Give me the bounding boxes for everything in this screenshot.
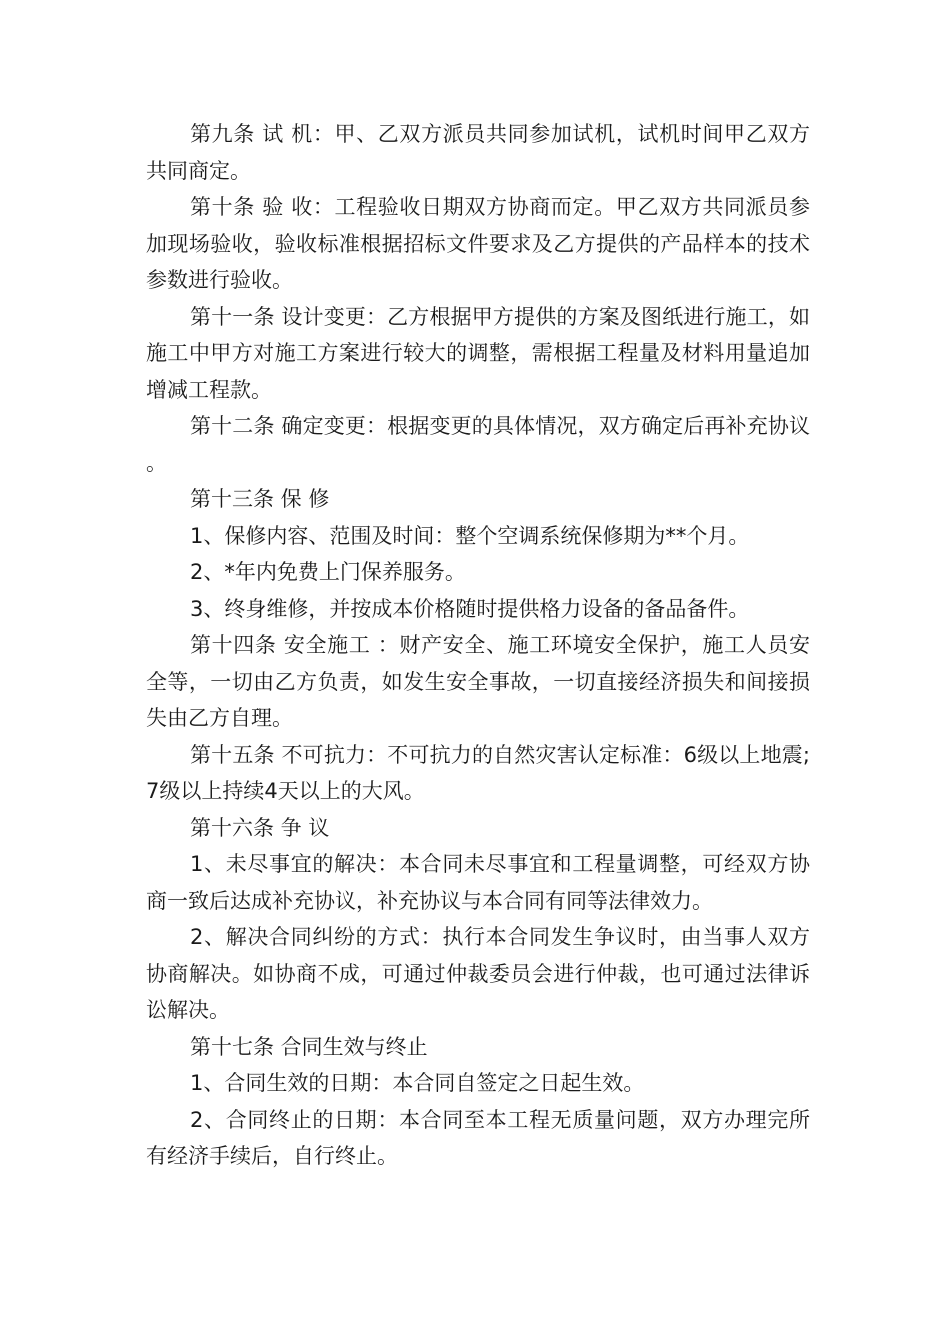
clause-10-acceptance: 第十条 验 收：工程验收日期双方协商而定。甲乙双方共同派员参加现场验收，验收标准根据招标文件要求及乙方提供的产品样本的技术参数进行验收。 <box>146 195 810 292</box>
effect-item-2: 2、合同终止的日期：本合同至本工程无质量问题，双方办理完所有经济手续后，自行终止。 <box>146 1107 810 1168</box>
document-body <box>146 116 810 1175</box>
clause-16-dispute-heading: 第十六条 争 议 <box>190 815 330 840</box>
warranty-item-3: 3、终身维修，并按成本价格随时提供格力设备的备品备件。 <box>190 596 750 621</box>
clause-15-force-majeure: 第十五条 不可抗力：不可抗力的自然灾害认定标准：6级以上地震;7级以上持续4天以上的大风。 <box>146 742 810 803</box>
clause-13-warranty-heading: 第十三条 保 修 <box>190 487 330 511</box>
dispute-item-2: 2、解决合同纠纷的方式：执行本合同发生争议时，由当事人双方协商解决。如协商不成，可通过仲裁委员会进行仲裁，也可通过法律诉讼解决。 <box>146 925 810 1022</box>
warranty-item-1: 1、保修内容、范围及时间：整个空调系统保修期为**个月。 <box>190 523 750 548</box>
clause-9-trial-run: 第九条 试 机：甲、乙双方派员共同参加试机，试机时间甲乙双方共同商定。 <box>146 122 810 183</box>
clause-11-design-change: 第十一条 设计变更：乙方根据甲方提供的方案及图纸进行施工，如施工中甲方对施工方案进行较大的调整，需根据工程量及材料用量追加增减工程款。 <box>146 304 810 402</box>
clause-12-confirm-change: 第十二条 确定变更：根据变更的具体情况，双方确定后再补充协议。 <box>146 414 810 475</box>
dispute-item-1: 1、未尽事宜的解决：本合同未尽事宜和工程量调整，可经双方协商一致后达成补充协议，补充协议与本合同有同等法律效力。 <box>146 852 810 913</box>
effect-item-1: 1、合同生效的日期：本合同自签定之日起生效。 <box>190 1071 645 1095</box>
clause-14-safety: 第十四条 安全施工 ：财产安全、施工环境安全保护，施工人员安全等，一切由乙方负责，如发生安全事故，一切直接经济损失和间接损失由乙方自理。 <box>146 633 810 730</box>
warranty-item-2: 2、*年内免费上门保养服务。 <box>190 560 466 584</box>
clause-17-effect-termination-heading: 第十七条 合同生效与终止 <box>190 1034 428 1059</box>
